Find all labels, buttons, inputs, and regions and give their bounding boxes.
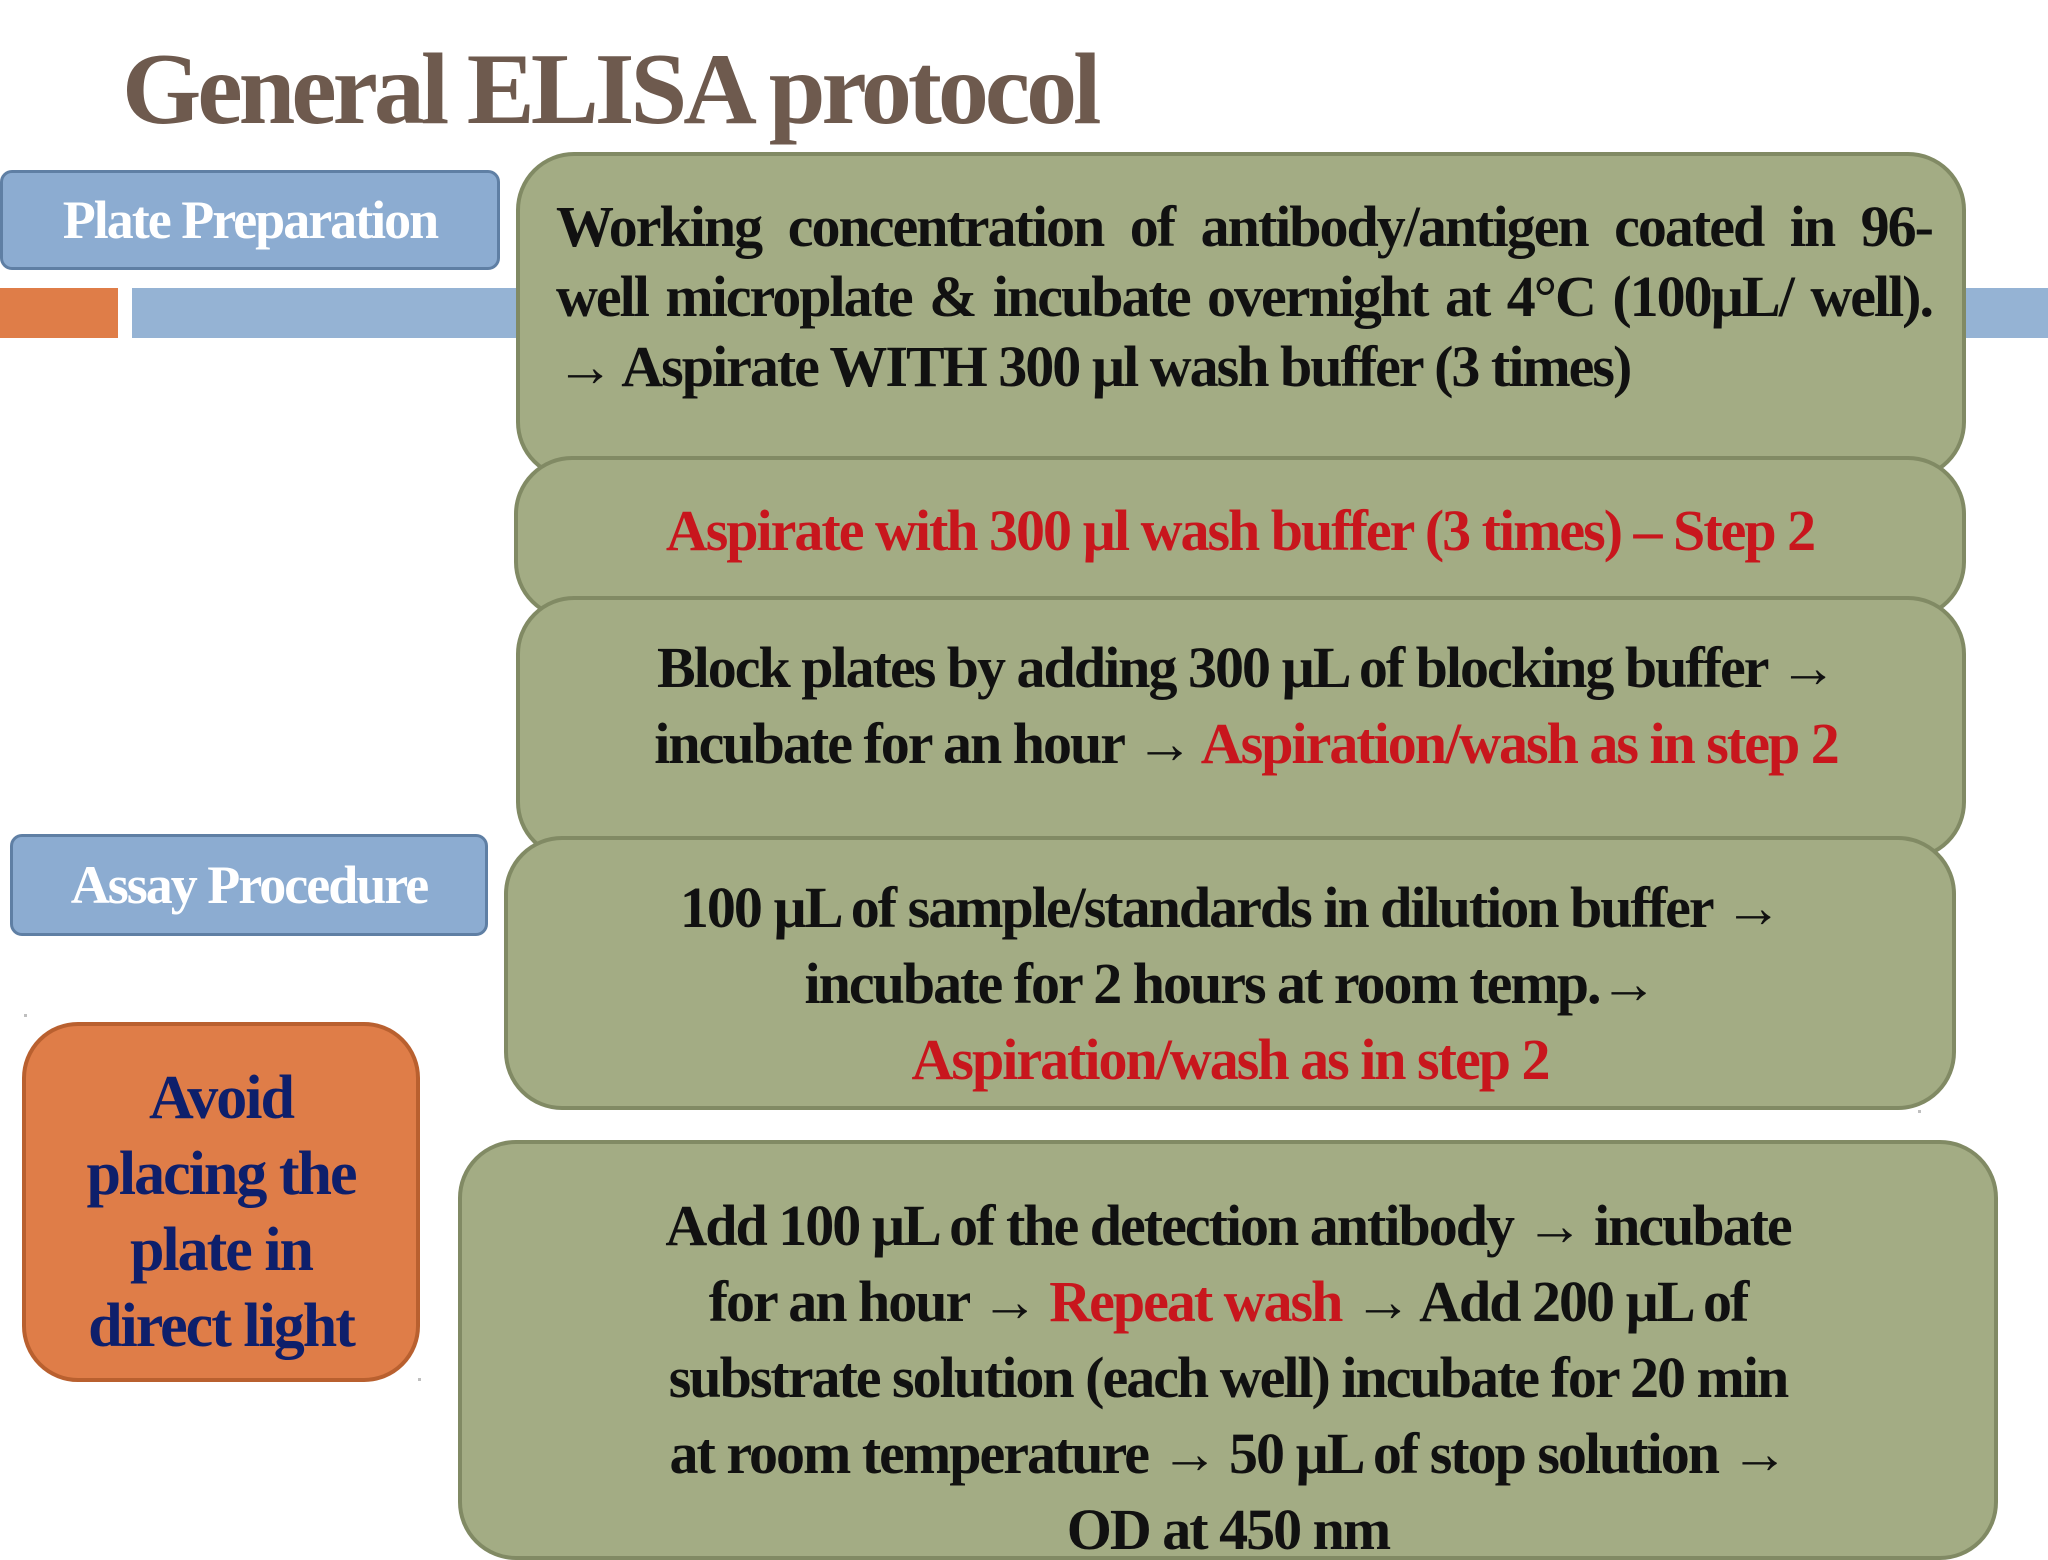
note-line-2: placing the xyxy=(86,1140,356,1208)
accent-bar-blue-left xyxy=(132,288,532,338)
step-5-repeat-wash: Repeat wash xyxy=(1049,1269,1342,1334)
step-5-line-4: at room temperature → 50 µL of stop solution → xyxy=(669,1421,1787,1486)
accent-bar-orange xyxy=(0,288,118,338)
step-5-line-2-a: for an hour → xyxy=(708,1269,1037,1334)
step-4-line-3: Aspiration/wash as in step 2 xyxy=(911,1027,1549,1092)
slide-title: General ELISA protocol xyxy=(122,33,1098,146)
accent-bar-blue-right xyxy=(1960,288,2048,338)
step-5-line-5: OD at 450 nm xyxy=(1066,1497,1390,1560)
step-1-box xyxy=(516,152,1966,480)
step-2-text: Aspirate with 300 µl wash buffer (3 times) – Step 2 xyxy=(665,498,1815,563)
step-5-line-2-b: → Add 200 µL of xyxy=(1353,1269,1748,1334)
step-3-text xyxy=(560,630,1932,782)
decorative-dot xyxy=(418,1378,421,1381)
step-4-box xyxy=(504,836,1956,1110)
decorative-dot xyxy=(1918,1110,1921,1113)
decorative-dot xyxy=(24,1014,27,1017)
step-4-line-1: 100 µL of sample/standards in dilution buffer → xyxy=(679,875,1781,940)
step-5-box xyxy=(458,1140,1998,1560)
step-3-box xyxy=(516,596,1966,860)
step-5-line-2 xyxy=(506,1264,1950,1340)
note-line-4: direct light xyxy=(88,1292,354,1360)
step-3-text-main: Block plates by adding 300 µL of blocking buffer → incubate for an hour → xyxy=(654,635,1835,776)
note-line-1: Avoid xyxy=(149,1064,293,1132)
note-line-3: plate in xyxy=(129,1216,313,1284)
assay-procedure-label: Assay Procedure xyxy=(10,834,488,936)
step-5-line-1: Add 100 µL of the detection antibody → incubate xyxy=(665,1193,1791,1258)
step-1-text: Working concentration of antibody/antigen coated in 96-well microplate & incubate overnight at 4°C (100µL/ well). → Aspirate WITH 300 µl wash buffer (3 times) xyxy=(556,194,1932,399)
step-4-line-2: incubate for 2 hours at room temp.→ xyxy=(804,951,1656,1016)
plate-preparation-label: Plate Preparation xyxy=(0,170,500,270)
step-5-line-3: substrate solution (each well) incubate for 20 min xyxy=(668,1345,1788,1410)
warning-note xyxy=(22,1022,420,1382)
step-3-text-wash: Aspiration/wash as in step 2 xyxy=(1200,711,1838,776)
